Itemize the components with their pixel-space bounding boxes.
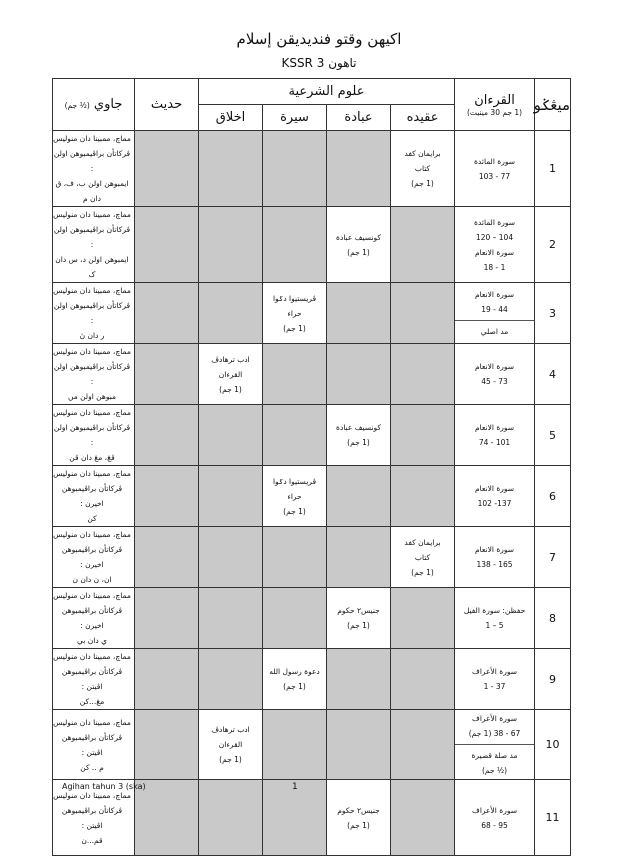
table-row: [53, 649, 571, 710]
header-quran-label: القرءان: [474, 92, 515, 108]
akhlak-cell-empty: [199, 207, 263, 283]
akhlak-cell-empty: [199, 588, 263, 649]
header-sirah: سيرة: [263, 105, 327, 131]
table-row: [53, 466, 571, 527]
table-row: [53, 527, 571, 588]
quran-cell: [455, 780, 535, 856]
jawi-cell: مماچ، ممبينا دان منوليس ڤركاتأن براڤيمبوهن اڤيتن : م .. كن: [53, 710, 135, 780]
header-aqidah: عقيده: [391, 105, 455, 131]
jawi-cell: مماچ، ممبينا دان منوليس ڤركاتأن براڤيمبوهن اڤيتن : مڠ...كن: [53, 649, 135, 710]
table-row: [53, 588, 571, 649]
hadith-cell-empty: [135, 283, 199, 344]
week-number: 6: [535, 466, 571, 527]
document-subtitle: تاهون 3 KSSR: [281, 56, 357, 70]
hadith-cell-empty: [135, 131, 199, 207]
aqidah-cell: برايمان كفد كتاب (1 جم): [391, 131, 455, 207]
hadith-cell-empty: [135, 344, 199, 405]
sirah-cell-empty: [263, 405, 327, 466]
sirah-cell: ڤريستيوا دݢوا حراء (1 جم): [263, 283, 327, 344]
jawi-cell: مماچ، ممبينا دان منوليس ڤركاتأن براڤيمبوهن اڤيتن : قم...ن: [53, 780, 135, 856]
header-hadith: حديث: [135, 79, 199, 131]
table-row: [53, 207, 571, 283]
week-number: 4: [535, 344, 571, 405]
week-number: 2: [535, 207, 571, 283]
week-number: 9: [535, 649, 571, 710]
quran-text: سورة الأعراف 37 - 1: [472, 667, 517, 691]
ibadah-cell-empty: [327, 527, 391, 588]
sirah-cell-empty: [263, 131, 327, 207]
quran-extra-text: مد اصلي: [455, 320, 534, 339]
aqidah-cell-empty: [391, 466, 455, 527]
ibadah-cell-empty: [327, 649, 391, 710]
akhlak-cell-empty: [199, 405, 263, 466]
jawi-cell: مماچ، ممبينا دان منوليس ڤركاتأن براڤيمبوهن اولن : ايمبوهن اولن د، س دان ک: [53, 207, 135, 283]
quran-cell: [455, 588, 535, 649]
header-quran-note: (1 جم 30 مينيت): [466, 107, 523, 117]
quran-cell: [455, 283, 535, 344]
hadith-cell-empty: [135, 588, 199, 649]
header-week: ميڠݢو: [535, 79, 571, 131]
table-row: [53, 344, 571, 405]
sirah-cell-empty: [263, 344, 327, 405]
table-row: [53, 283, 571, 344]
header-jawi-label: جاوي: [93, 97, 123, 112]
table-row: [53, 405, 571, 466]
akhlak-cell: ادب ترهادڤ القرءان (1 جم): [199, 344, 263, 405]
hadith-cell-empty: [135, 207, 199, 283]
sirah-cell-empty: [263, 527, 327, 588]
aqidah-cell-empty: [391, 405, 455, 466]
week-number: 8: [535, 588, 571, 649]
footer-label: Agihan tahun 3 (ska): [62, 782, 146, 791]
ibadah-cell-empty: [327, 344, 391, 405]
header-ibadah: عبادة: [327, 105, 391, 131]
hadith-cell-empty: [135, 405, 199, 466]
quran-text: سورة الأعراف 67 - 38 (1 جم): [468, 714, 521, 738]
aqidah-cell-empty: [391, 344, 455, 405]
page-number: 1: [292, 782, 298, 792]
week-number: 1: [535, 131, 571, 207]
jawi-cell: مماچ، ممبينا دان منوليس ڤركاتأن براڤيمبوهن اولن : ر دان ڽ: [53, 283, 135, 344]
aqidah-cell-empty: [391, 649, 455, 710]
jawi-cell: مماچ، ممبينا دان منوليس ڤركاتأن براڤيمبوهن اولن : ڤڠ، مڠ دان ڤن: [53, 405, 135, 466]
header-akhlak: اخلاق: [199, 105, 263, 131]
quran-cell: [455, 207, 535, 283]
ibadah-cell-empty: [327, 283, 391, 344]
ibadah-cell: جنيس٢ حكوم (1 جم): [327, 588, 391, 649]
akhlak-cell: ادب ترهادڤ القرءان (1 جم): [199, 710, 263, 780]
aqidah-cell-empty: [391, 283, 455, 344]
week-number: 3: [535, 283, 571, 344]
header-jawi-note: (½ جم): [64, 101, 90, 110]
table-row: [53, 131, 571, 207]
quran-text: سورة الانعام 137- 102: [474, 484, 515, 508]
akhlak-cell-empty: [199, 466, 263, 527]
ibadah-cell: كونسيف عبادة (1 جم): [327, 405, 391, 466]
sirah-cell-empty: [263, 588, 327, 649]
hadith-cell-empty: [135, 649, 199, 710]
ibadah-cell-empty: [327, 131, 391, 207]
week-number: 5: [535, 405, 571, 466]
week-number: 10: [535, 710, 571, 780]
jawi-cell: مماچ، ممبينا دان منوليس ڤركاتأن براڤيمبوهن اخيرن : كن: [53, 466, 135, 527]
jawi-cell: مماچ، ممبينا دان منوليس ڤركاتأن براڤيمبوهن اخيرن : ي دان بي: [53, 588, 135, 649]
week-number: 7: [535, 527, 571, 588]
akhlak-cell-empty: [199, 780, 263, 856]
hadith-cell-empty: [135, 466, 199, 527]
akhlak-cell-empty: [199, 649, 263, 710]
document-title: اکيهن وقتو فنديديقن إسلام: [236, 30, 402, 48]
header-jawi: [53, 79, 135, 131]
week-number: 11: [535, 780, 571, 856]
sirah-cell: ڤريستيوا دݢوا حراء (1 جم): [263, 466, 327, 527]
jawi-cell: مماچ، ممبينا دان منوليس ڤركاتأن براڤيمبوهن اولن : ايمبوهن اولن ب، ف، ق دان م: [53, 131, 135, 207]
sirah-cell-empty: [263, 207, 327, 283]
sirah-cell: دعوة رسول الله (1 جم): [263, 649, 327, 710]
aqidah-cell: برايمان كفد كتاب (1 جم): [391, 527, 455, 588]
table-row: [53, 710, 571, 780]
quran-cell: [455, 710, 535, 780]
ibadah-cell-empty: [327, 710, 391, 780]
quran-text: سورة الانعام 73 - 45: [474, 362, 515, 386]
header-quran: [455, 79, 535, 131]
quran-text: سورة الانعام 165 - 138: [474, 545, 515, 569]
akhlak-cell-empty: [199, 283, 263, 344]
quran-text: حفظن: سورة الفيل 5 – 1: [463, 606, 526, 630]
aqidah-cell-empty: [391, 207, 455, 283]
quran-text: سورة الأعراف 95 - 68: [472, 805, 517, 830]
quran-extra-text: مد صلة قصيرة (½ جم): [455, 744, 534, 778]
quran-cell: [455, 344, 535, 405]
quran-text: سورة الانعام 44 - 19: [474, 290, 515, 314]
quran-cell: [455, 131, 535, 207]
ibadah-cell: جنيس٢ حكوم (1 جم): [327, 780, 391, 856]
ibadah-cell: كونسيف عبادة (1 جم): [327, 207, 391, 283]
quran-text: سورة المائدة 104 – 120 سورة الانعام 1 - 18: [473, 217, 516, 272]
quran-cell: [455, 466, 535, 527]
quran-text: سورة الانعام 101 - 74: [474, 423, 515, 447]
quran-cell: [455, 405, 535, 466]
quran-cell: [455, 527, 535, 588]
hadith-cell-empty: [135, 527, 199, 588]
quran-cell: [455, 649, 535, 710]
jawi-cell: مماچ، ممبينا دان منوليس ڤركاتأن براڤيمبوهن اخيرن : ان، ن دان ن: [53, 527, 135, 588]
akhlak-cell-empty: [199, 131, 263, 207]
header-ulum: علوم الشرعية: [199, 79, 455, 105]
akhlak-cell-empty: [199, 527, 263, 588]
quran-text: سورة المائدة 77 - 103: [473, 156, 516, 181]
hadith-cell-empty: [135, 710, 199, 780]
aqidah-cell-empty: [391, 780, 455, 856]
aqidah-cell-empty: [391, 710, 455, 780]
ibadah-cell-empty: [327, 466, 391, 527]
jawi-cell: مماچ، ممبينا دان منوليس ڤركاتأن براڤيمبوهن اولن : مبوهن اولن مں: [53, 344, 135, 405]
curriculum-table: [52, 78, 571, 856]
aqidah-cell-empty: [391, 588, 455, 649]
sirah-cell-empty: [263, 710, 327, 780]
